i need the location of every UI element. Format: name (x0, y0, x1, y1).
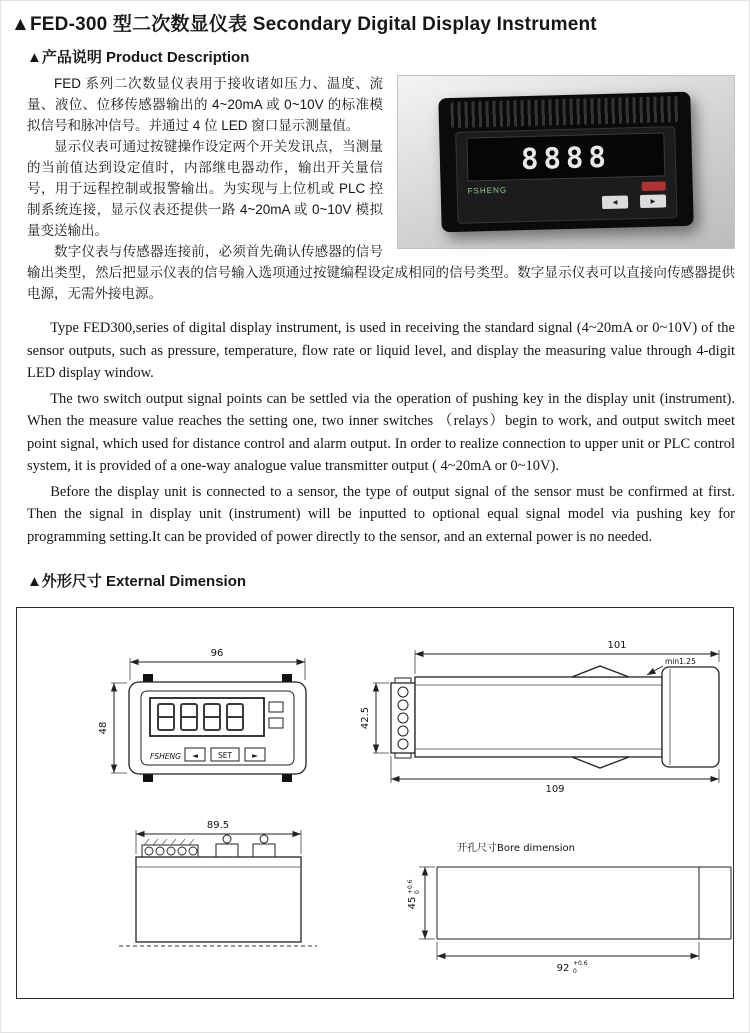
front-set-button: SET (217, 751, 233, 760)
en-paragraph-3: Before the display unit is connected to a sensor, the type of output signal of the sensor must be confirmed at first. Then the signal in display unit (instrument) will be inputted to optional equal signal model via pushing key for programming setting.It can be provided of power directly to the sensor, and an external power is no needed. (27, 483, 735, 545)
bottom-hatching (144, 839, 194, 845)
front-view-drawing (98, 648, 306, 782)
product-photo (397, 75, 735, 249)
meter-image (438, 92, 693, 233)
svg-text:+0.6: +0.6 (573, 960, 588, 967)
section-heading-external-dimension: ▲外形尺寸 External Dimension (27, 573, 247, 590)
svg-text:45: 45 (407, 896, 418, 910)
meter-button-row (468, 194, 666, 212)
bore-width-dim-label: 92 (556, 963, 570, 974)
meter-vents (450, 96, 679, 128)
meter-label-row (468, 181, 666, 195)
svg-text:0: 0 (573, 968, 577, 975)
en-paragraph-2: The two switch output signal points can be settled via the operation of pushing key in the display unit (instrument). When the measure value reaches the setting one, two inner switches （relays）begin to work, and output switch meet point signal, which used for distance control and alarm output. In order to realize connection to upper unit or PLC control system, it is provided of a one-way analogue value transmitter output ( 4~20mA or 0~10V). (27, 390, 735, 474)
front-brand-label: FSHENG (150, 752, 181, 761)
front-height-dim-label: 48 (98, 721, 109, 735)
side-total-depth-dim-label: 109 (545, 784, 565, 795)
front-left-arrow-button: ◄ (192, 751, 198, 760)
bore-dimension-label: 开孔尺寸Bore dimension (457, 843, 576, 854)
svg-text:+0.6: +0.6 (407, 879, 414, 894)
bore-height-dim-label (407, 879, 421, 909)
cn-paragraph-2: 显示仪表可通过按键操作设定两个开关发讯点，当测量的当前值达到设定值时，内部继电器动作，输出开关量信号，用于远程控制或报警输出。为实现与上位机或 PLC 控制系统连接，显示仪表还提供一路 4~20mA 或 0~10V 模拟量变送输出。 (27, 139, 383, 238)
cn-paragraph-3: 数字仪表与传感器连接前，必须首先确认传感器的信号输出类型，然后把显示仪表的信号输入选项通过按键编程设定成相同的信号类型。数字显示仪表可以直接向传感器提供电源，无需外接电源。 (27, 244, 735, 301)
en-paragraph-1: Type FED300,series of digital display instrument, is used in receiving the standard signal (4~20mA or 0~10V) of the sensor outputs, such as pressure, temperature, flow rate or liquid level, and display the measuring value through 4-digit LED display window. (27, 320, 735, 381)
meter-right-arrow-button: ► (640, 194, 666, 208)
english-description (27, 317, 735, 548)
bottom-terminal-screws (145, 847, 197, 855)
meter-left-arrow-button: ◄ (602, 195, 628, 209)
dimension-drawing-svg (17, 608, 733, 998)
meter-brand-label: FSHENG (467, 185, 508, 196)
front-width-dim-label: 96 (210, 648, 224, 659)
product-description-body (27, 73, 735, 304)
bore-dimension-drawing (407, 841, 731, 975)
meter-red-button (642, 181, 666, 191)
bottom-width-dim-label: 89.5 (206, 820, 230, 831)
meter-face (455, 126, 677, 224)
side-depth-dim-label: 101 (607, 640, 627, 651)
cn-paragraph-1: FED 系列二次数显仪表用于接收诸如压力、温度、流量、液位、位移传感器输出的 4~20mA 或 0~10V 的标准模拟信号和脉冲信号。并通过 4 位 LED 窗口显示测量值。 (27, 76, 383, 133)
side-view-drawing (360, 640, 719, 795)
dimension-drawing-box (16, 607, 734, 999)
bottom-view-drawing (119, 820, 317, 946)
section-heading-product-description: ▲产品说明 Product Description (27, 49, 250, 66)
front-right-arrow-button: ► (252, 751, 258, 760)
svg-text:0: 0 (414, 890, 421, 894)
side-min-gap-label: min1.25 (665, 657, 696, 666)
page-title: ▲FED-300 型二次数显仪表 Secondary Digital Display Instrument (11, 14, 597, 35)
meter-led-display: 8888 (466, 132, 665, 181)
side-height-dim-label: 42.5 (360, 706, 371, 730)
